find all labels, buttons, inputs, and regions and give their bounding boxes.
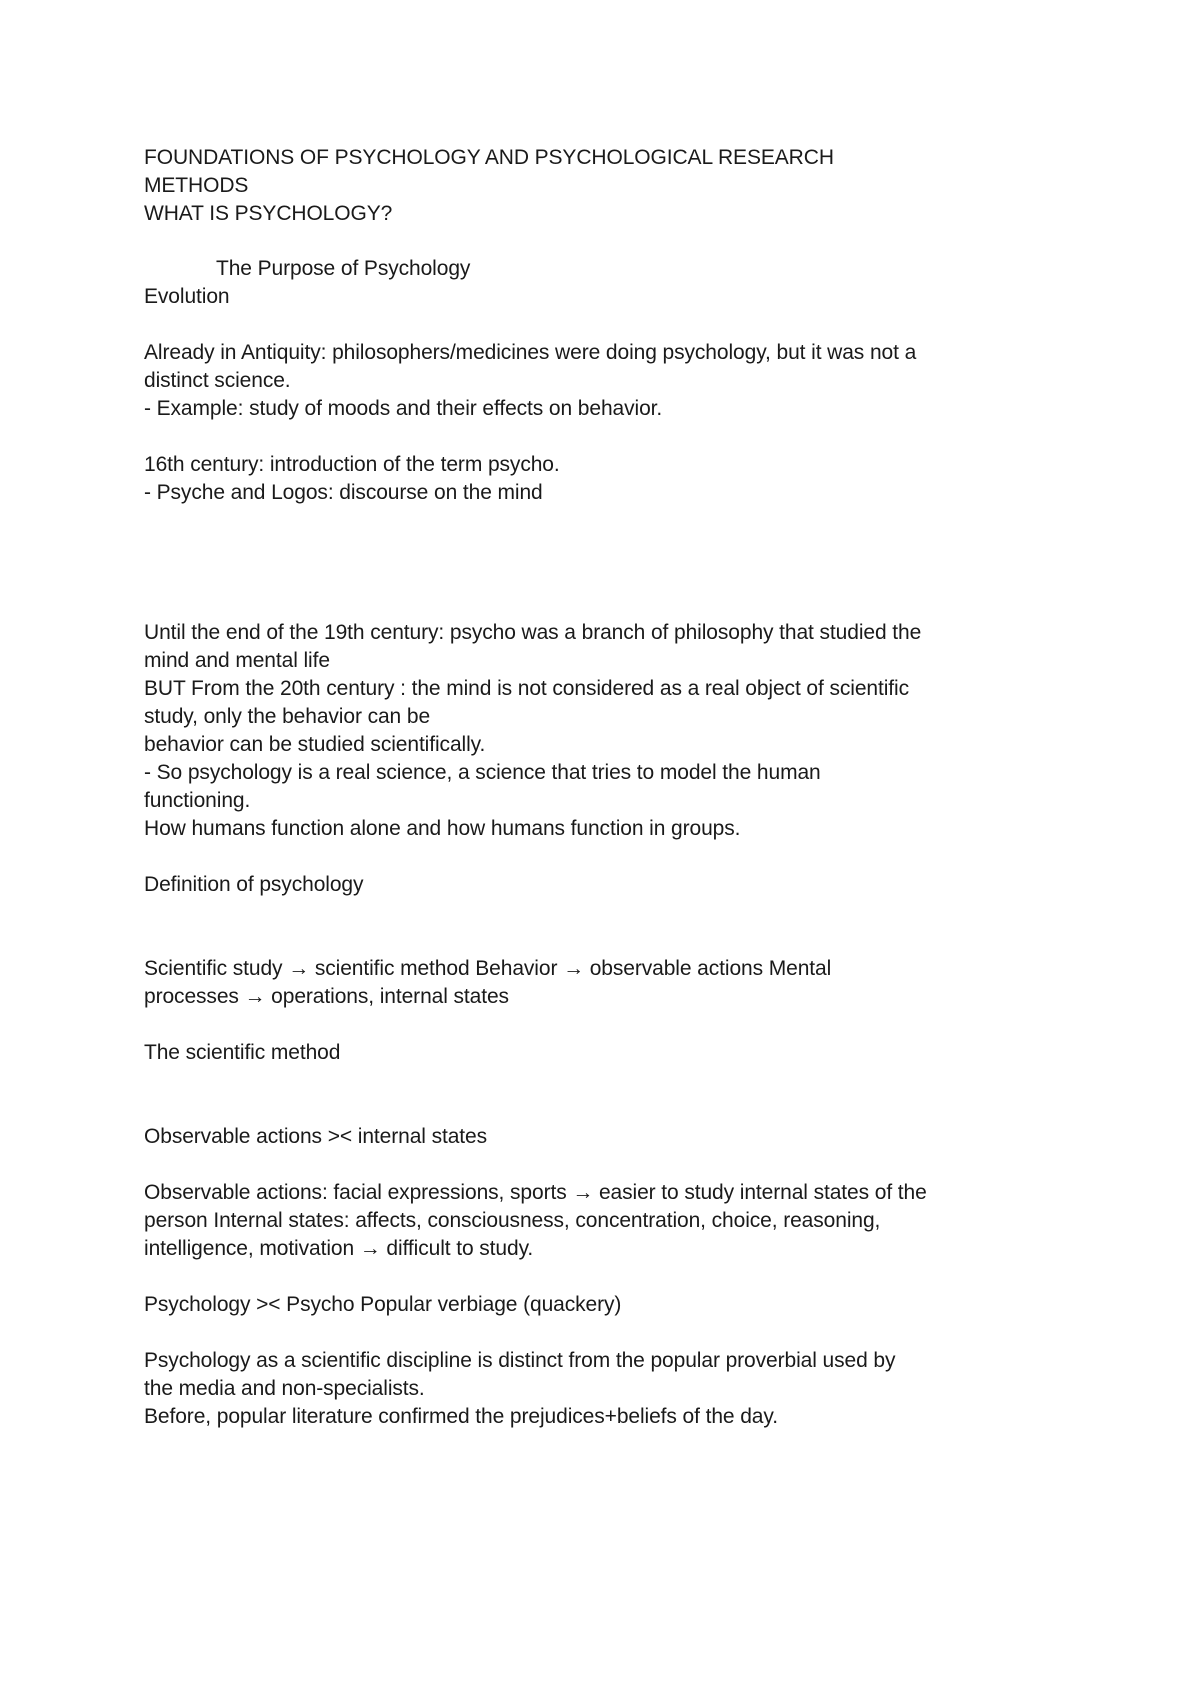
subheading: The Purpose of Psychology bbox=[216, 257, 471, 280]
paragraph-line: behavior can be studied scientifically. bbox=[144, 733, 486, 756]
paragraph-line: Already in Antiquity: philosophers/medicines were doing psychology, but it was not a bbox=[144, 341, 917, 364]
paragraph-line: Scientific study → scientific method Behavior → observable actions Mental bbox=[144, 957, 832, 980]
paragraph-line: Before, popular literature confirmed the prejudices+beliefs of the day. bbox=[144, 1405, 778, 1428]
paragraph-line: intelligence, motivation → difficult to study. bbox=[144, 1237, 534, 1260]
paragraph-line: processes → operations, internal states bbox=[144, 985, 509, 1008]
evolution-heading: Evolution bbox=[144, 285, 230, 308]
definition-heading: Definition of psychology bbox=[144, 873, 364, 896]
paragraph-line: distinct science. bbox=[144, 369, 291, 392]
bullet-line: - So psychology is a real science, a science that tries to model the human bbox=[144, 761, 821, 784]
paragraph-line: Observable actions: facial expressions, sports → easier to study internal states of the bbox=[144, 1181, 927, 1204]
paragraph-line: Psychology as a scientific discipline is distinct from the popular proverbial used by bbox=[144, 1349, 896, 1372]
paragraph-line: the media and non-specialists. bbox=[144, 1377, 425, 1400]
paragraph-line: study, only the behavior can be bbox=[144, 705, 431, 728]
paragraph-line: 16th century: introduction of the term psycho. bbox=[144, 453, 560, 476]
bullet-line: - Psyche and Logos: discourse on the mind bbox=[144, 481, 543, 504]
paragraph-line: BUT From the 20th century : the mind is not considered as a real object of scientific bbox=[144, 677, 909, 700]
method-heading: The scientific method bbox=[144, 1041, 341, 1064]
paragraph-line: Until the end of the 19th century: psycho was a branch of philosophy that studied the bbox=[144, 621, 922, 644]
paragraph-line: person Internal states: affects, consciousness, concentration, choice, reasoning, bbox=[144, 1209, 881, 1232]
paragraph-line: How humans function alone and how humans function in groups. bbox=[144, 817, 741, 840]
paragraph-line: Psychology >< Psycho Popular verbiage (quackery) bbox=[144, 1293, 622, 1316]
bullet-line: - Example: study of moods and their effects on behavior. bbox=[144, 397, 663, 420]
paragraph-line: mind and mental life bbox=[144, 649, 330, 672]
document-title: FOUNDATIONS OF PSYCHOLOGY AND PSYCHOLOGICAL RESEARCH bbox=[144, 146, 834, 169]
paragraph-line: Observable actions >< internal states bbox=[144, 1125, 487, 1148]
document-title-continued: METHODS bbox=[144, 174, 249, 197]
section-heading: WHAT IS PSYCHOLOGY? bbox=[144, 202, 393, 225]
paragraph-line: functioning. bbox=[144, 789, 251, 812]
